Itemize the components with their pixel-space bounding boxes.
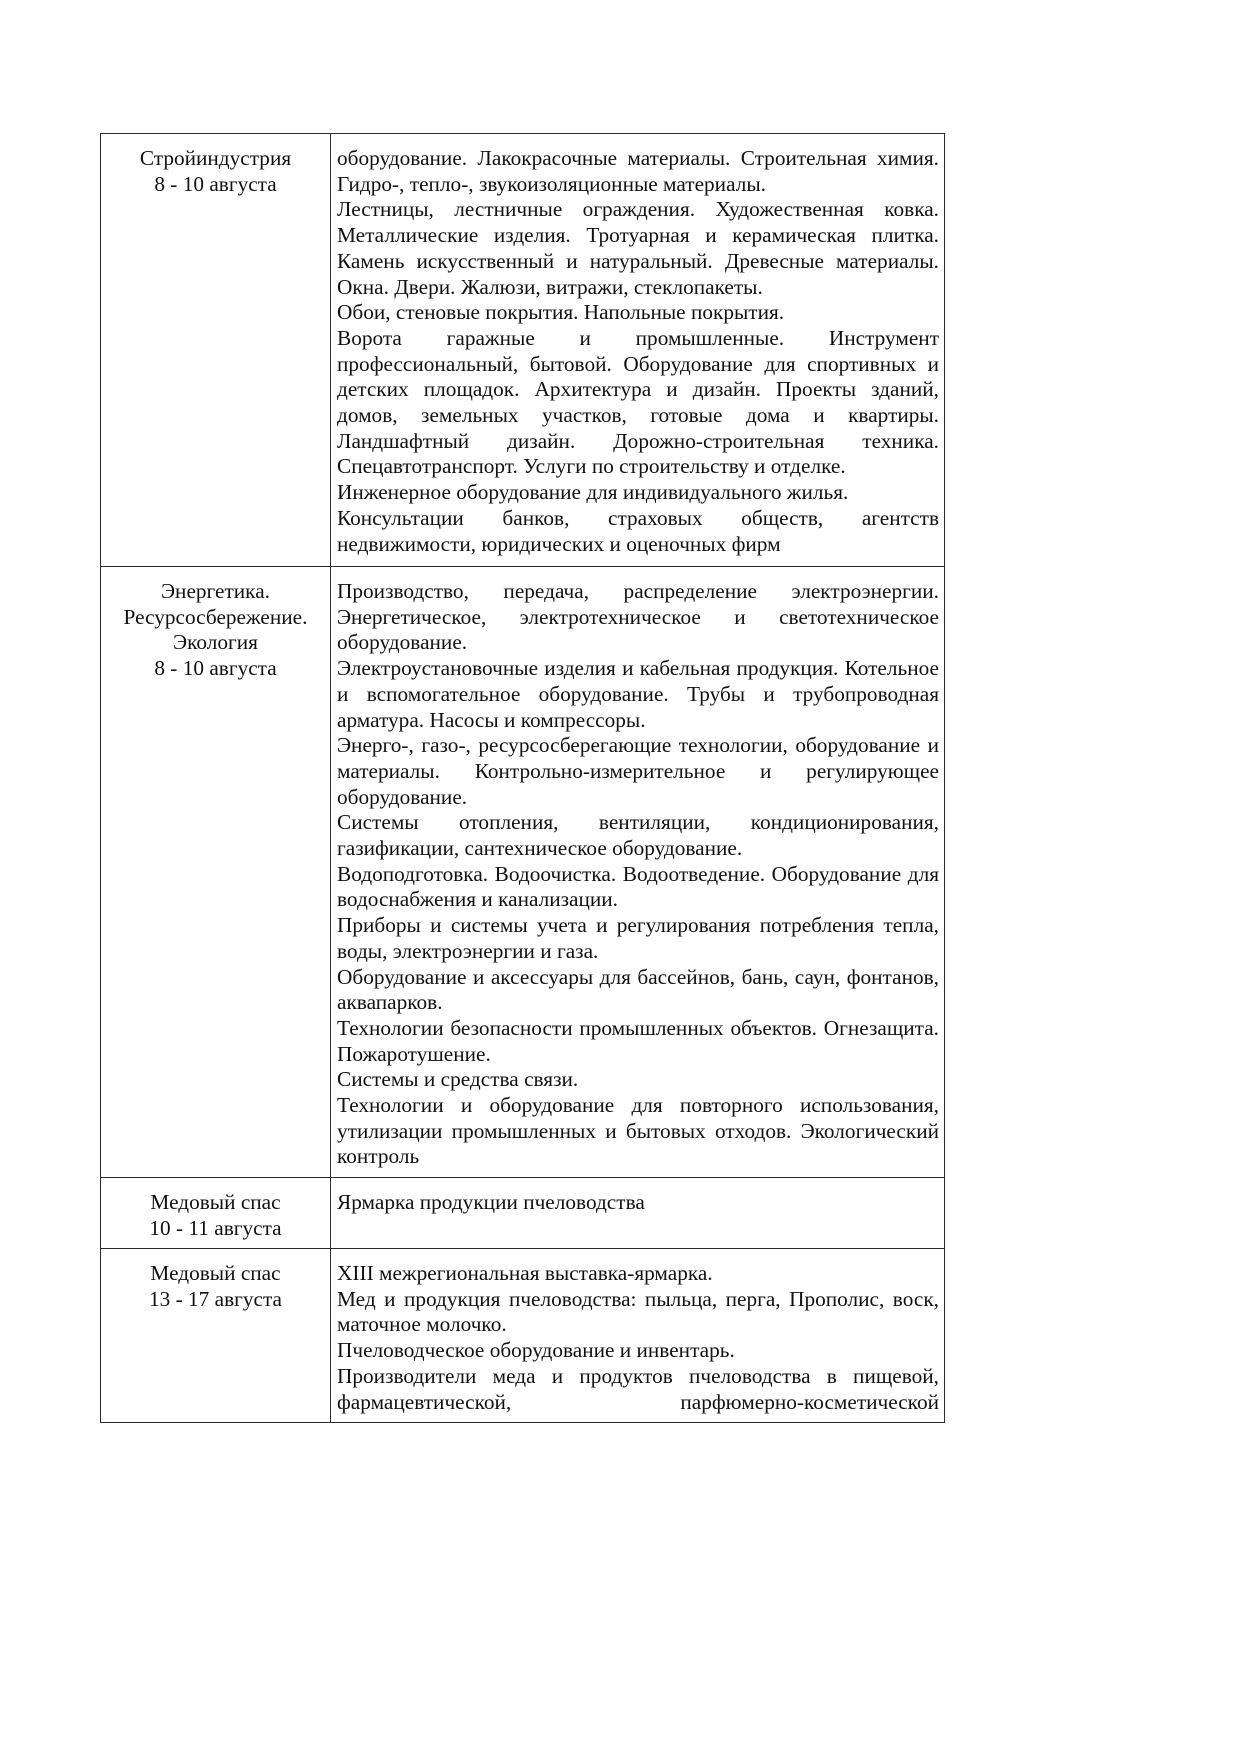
description-paragraph: Ярмарка продукции пчеловодства	[337, 1190, 645, 1214]
event-cell	[101, 1178, 331, 1249]
description-paragraph: Системы отопления, вентиляции, кондиционирования, газификации, сантехническое оборудование.	[337, 810, 939, 861]
description-cell	[331, 1249, 945, 1423]
event-title: Стройиндустрия	[139, 146, 292, 170]
event-title: Экология	[173, 630, 258, 655]
description-paragraph: Системы и средства связи.	[337, 1067, 579, 1092]
description-paragraph: XIII межрегиональная выставка-ярмарка.	[337, 1261, 713, 1285]
table-row	[101, 1249, 945, 1423]
description-paragraph: Ворота гаражные и промышленные. Инструмент профессиональный, бытовой. Оборудование для спортивных и детских площадок. Архитектура и дизайн. Проекты зданий, домов, земельных участков, готовые дома и квартиры. Ландшафтный дизайн. Дорожно-строительная техника. Спецавтотранспорт. Услуги по строительству и отделке.	[337, 325, 939, 479]
description-paragraph: Приборы и системы учета и регулирования потребления тепла, воды, электроэнергии и газа.	[337, 913, 939, 963]
description-paragraph: Консультации банков, страховых обществ, агентств недвижимости, юридических и оценочных фирм	[337, 505, 939, 556]
event-title: Медовый спас	[150, 1261, 281, 1285]
description-paragraph: оборудование. Лакокрасочные материалы. Строительная химия. Гидро-, тепло-, звукоизоляционные материалы.	[337, 146, 939, 196]
description-cell	[331, 567, 945, 1178]
description-cell	[331, 1178, 945, 1249]
event-cell	[101, 567, 331, 1178]
event-cell	[101, 1249, 331, 1423]
event-dates: 10 - 11 августа	[149, 1215, 282, 1240]
description-paragraph: Технологии безопасности промышленных объектов. Огнезащита. Пожаротушение.	[337, 1015, 939, 1066]
event-dates: 13 - 17 августа	[148, 1286, 283, 1311]
description-paragraph: Оборудование и аксессуары для бассейнов, бань, саун, фонтанов, аквапарков.	[337, 964, 939, 1015]
event-dates: 8 - 10 августа	[154, 656, 277, 681]
event-cell	[101, 134, 331, 567]
description-paragraph: Технологии и оборудование для повторного использования, утилизации промышленных и бытовых отходов. Экологический контроль	[337, 1093, 939, 1169]
description-paragraph: Обои, стеновые покрытия. Напольные покрытия.	[337, 300, 785, 325]
description-paragraph: Производство, передача, распределение электроэнергии. Энергетическое, электротехническое и светотехническое оборудование.	[337, 579, 939, 655]
table-row	[101, 134, 945, 567]
description-paragraph: Пчеловодческое оборудование и инвентарь.	[337, 1338, 735, 1363]
event-title: Ресурсосбережение.	[123, 604, 308, 629]
description-cell	[331, 134, 945, 567]
description-paragraph: Инженерное оборудование для индивидуального жилья.	[337, 480, 849, 505]
description-paragraph: Электроустановочные изделия и кабельная продукция. Котельное и вспомогательное оборудование. Трубы и трубопроводная арматура. Насосы и компрессоры.	[337, 656, 939, 732]
description-paragraph: Энерго-, газо-, ресурсосберегающие технологии, оборудование и материалы. Контрольно-измерительное и регулирующее оборудование.	[337, 733, 939, 809]
description-paragraph: Мед и продукция пчеловодства: пыльца, перга, Прополис, воск, маточное молочко.	[337, 1286, 939, 1337]
description-paragraph: Лестницы, лестничные ограждения. Художественная ковка. Металлические изделия. Тротуарная и керамическая плитка. Камень искусственный и натуральный. Древесные материалы. Окна. Двери. Жалюзи, витражи, стеклопакеты.	[337, 197, 939, 299]
description-paragraph: Производители меда и продуктов пчеловодства в пищевой, фармацевтической, парфюмерно-косметической	[337, 1363, 939, 1414]
event-title: Медовый спас	[150, 1190, 281, 1214]
event-title: Энергетика.	[161, 579, 270, 603]
exhibition-schedule-table	[100, 133, 945, 1423]
description-paragraph: Водоподготовка. Водоочистка. Водоотведение. Оборудование для водоснабжения и канализации.	[337, 861, 939, 912]
event-dates: 8 - 10 августа	[154, 171, 277, 196]
table-row	[101, 567, 945, 1178]
table-row	[101, 1178, 945, 1249]
